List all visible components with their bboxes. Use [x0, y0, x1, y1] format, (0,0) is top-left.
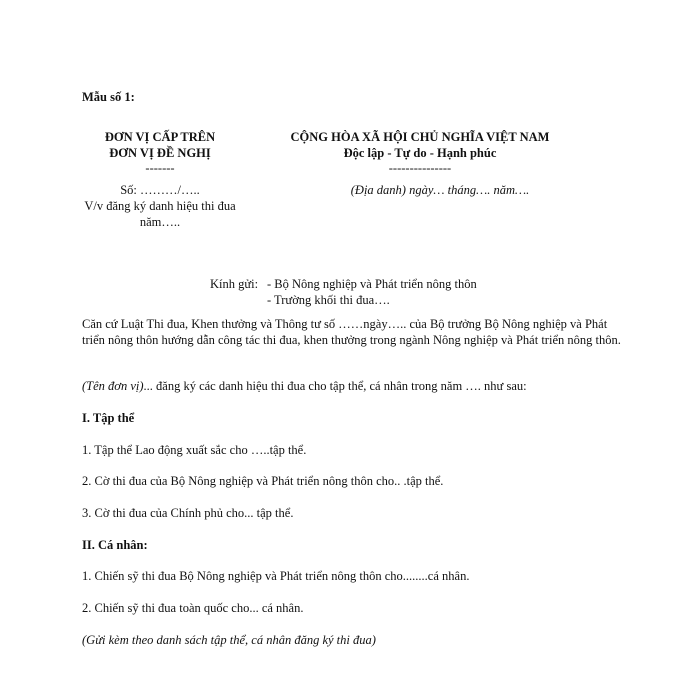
- preamble-paragraph: Căn cứ Luật Thi đua, Khen thưởng và Thông tư số ……ngày….. của Bộ trưởng Bộ Nông nghiệp và Phát triển nông thôn hướng dẫn công tác thi đua, khen thưởng trong ngành Nông nghiệp và Phát triển nông thôn.: [82, 317, 621, 347]
- section-collective-heading: I. Tập thể: [82, 411, 135, 425]
- section-individual-heading: II. Cá nhân:: [82, 538, 148, 552]
- subject-line-2: năm…..: [139, 215, 181, 229]
- unit-name-placeholder: (Tên đơn vị): [82, 379, 144, 393]
- recipient-cluster: - Trường khối thi đua….: [267, 293, 390, 307]
- registration-text: ... đăng ký các danh hiệu thi đua cho tập thể, cá nhân trong năm …. như sau:: [143, 379, 527, 393]
- registration-line: [82, 379, 527, 394]
- subject-line-1: V/v đăng ký danh hiệu thi đua: [84, 199, 236, 213]
- attachment-note: (Gửi kèm theo danh sách tập thể, cá nhân đăng ký thi đua): [82, 633, 376, 647]
- individual-item: 2. Chiến sỹ thi đua toàn quốc cho... cá nhân.: [82, 601, 304, 615]
- collective-item: 1. Tập thể Lao động xuất sắc cho …..tập thể.: [82, 443, 307, 457]
- document-number: Số: ………/…..: [120, 183, 200, 197]
- individual-item: 1. Chiến sỹ thi đua Bộ Nông nghiệp và Phát triển nông thôn cho........cá nhân.: [82, 569, 470, 583]
- collective-item: 3. Cờ thi đua của Chính phủ cho... tập thể.: [82, 506, 294, 520]
- form-number: Mẫu số 1:: [82, 90, 135, 104]
- collective-item: 2. Cờ thi đua của Bộ Nông nghiệp và Phát triển nông thôn cho.. .tập thể.: [82, 474, 444, 488]
- national-motto: Độc lập - Tự do - Hạnh phúc: [343, 146, 497, 160]
- recipient-ministry: - Bộ Nông nghiệp và Phát triển nông thôn: [267, 277, 477, 291]
- national-title: CỘNG HÒA XÃ HỘI CHỦ NGHĨA VIỆT NAM: [290, 130, 550, 144]
- proposing-unit-label: ĐƠN VỊ ĐỀ NGHỊ: [109, 146, 211, 160]
- superior-unit-label: ĐƠN VỊ CẤP TRÊN: [104, 130, 216, 144]
- recipient-label: Kính gửi:: [210, 277, 259, 291]
- left-header-rule: -------: [145, 161, 175, 175]
- right-header-rule: ---------------: [388, 161, 452, 175]
- place-date: (Địa danh) ngày… tháng…. năm….: [350, 183, 530, 197]
